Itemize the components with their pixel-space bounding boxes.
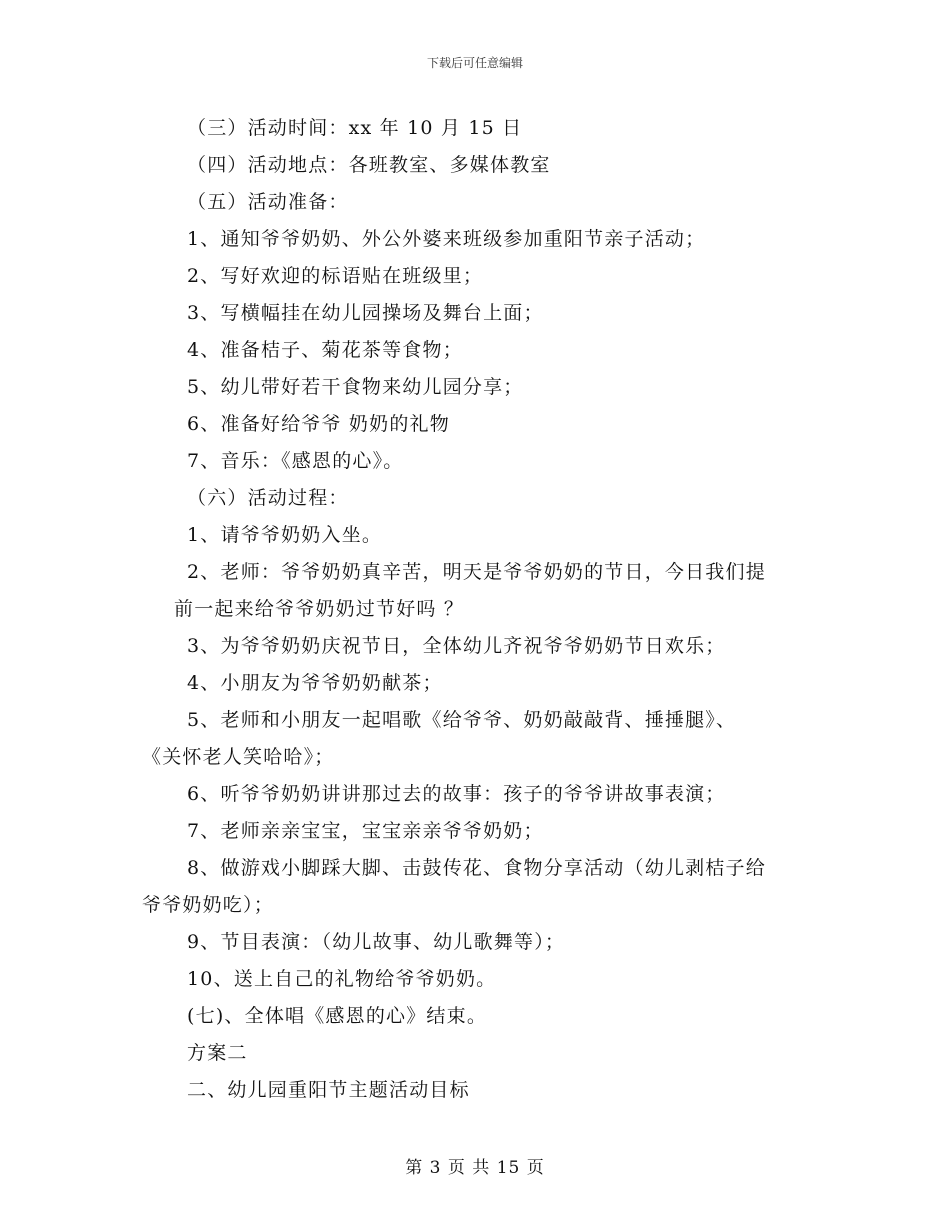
text-line: 1、请爷爷奶奶入坐。 [187, 524, 383, 546]
text-line: 9、节目表演：（幼儿故事、幼儿歌舞等）； [187, 931, 566, 953]
text-line: 前一起来给爷爷奶奶过节好吗 ？ [174, 598, 465, 620]
text-line: 《关怀老人笑哈哈》； [142, 746, 335, 768]
text-line: （三）活动时间：xx 年 10 月 15 日 [187, 117, 523, 139]
text-line: 8、做游戏小脚踩大脚、击鼓传花、食物分享活动（幼儿剥桔子给 [187, 857, 766, 879]
text-line: 2、写好欢迎的标语贴在班级里； [187, 265, 484, 287]
text-line: （四）活动地点：各班教室、多媒体教室 [187, 154, 551, 176]
text-line: 二、幼儿园重阳节主题活动目标 [187, 1079, 470, 1101]
text-line: 7、音乐：《感恩的心》。 [187, 450, 404, 472]
text-line: 爷爷奶奶吃）； [142, 894, 274, 916]
text-line: 3、为爷爷奶奶庆祝节日，全体幼儿齐祝爷爷奶奶节日欢乐； [187, 635, 726, 657]
text-line: （六）活动过程： [187, 487, 349, 509]
text-line: 4、小朋友为爷爷奶奶献茶； [187, 672, 443, 694]
text-line: 5、幼儿带好若干食物来幼儿园分享； [187, 376, 524, 398]
text-line: 方案二 [187, 1042, 248, 1064]
text-line: （五）活动准备： [187, 191, 349, 213]
text-line: 2、老师：爷爷奶奶真辛苦，明天是爷爷奶奶的节日，今日我们提 [187, 561, 766, 583]
text-line: 5、老师和小朋友一起唱歌《给爷爷、奶奶敲敲背、捶捶腿》、 [187, 709, 737, 731]
text-line: 6、准备好给爷爷 奶奶的礼物 [187, 413, 450, 435]
text-line: 4、准备桔子、菊花茶等食物； [187, 339, 463, 361]
page-footer: 第 3 页 共 15 页 [405, 1158, 545, 1178]
text-line: 10、送上自己的礼物给爷爷奶奶。 [187, 968, 497, 990]
text-line: 6、听爷爷奶奶讲讲那过去的故事：孩子的爷爷讲故事表演； [187, 783, 726, 805]
text-line: (七)、全体唱《感恩的心》结束。 [187, 1005, 488, 1027]
text-line: 1、通知爷爷奶奶、外公外婆来班级参加重阳节亲子活动； [187, 228, 706, 250]
text-line: 3、写横幅挂在幼儿园操场及舞台上面； [187, 302, 544, 324]
text-line: 7、老师亲亲宝宝，宝宝亲亲爷爷奶奶； [187, 820, 544, 842]
page-header: 下载后可任意编辑 [426, 56, 523, 70]
